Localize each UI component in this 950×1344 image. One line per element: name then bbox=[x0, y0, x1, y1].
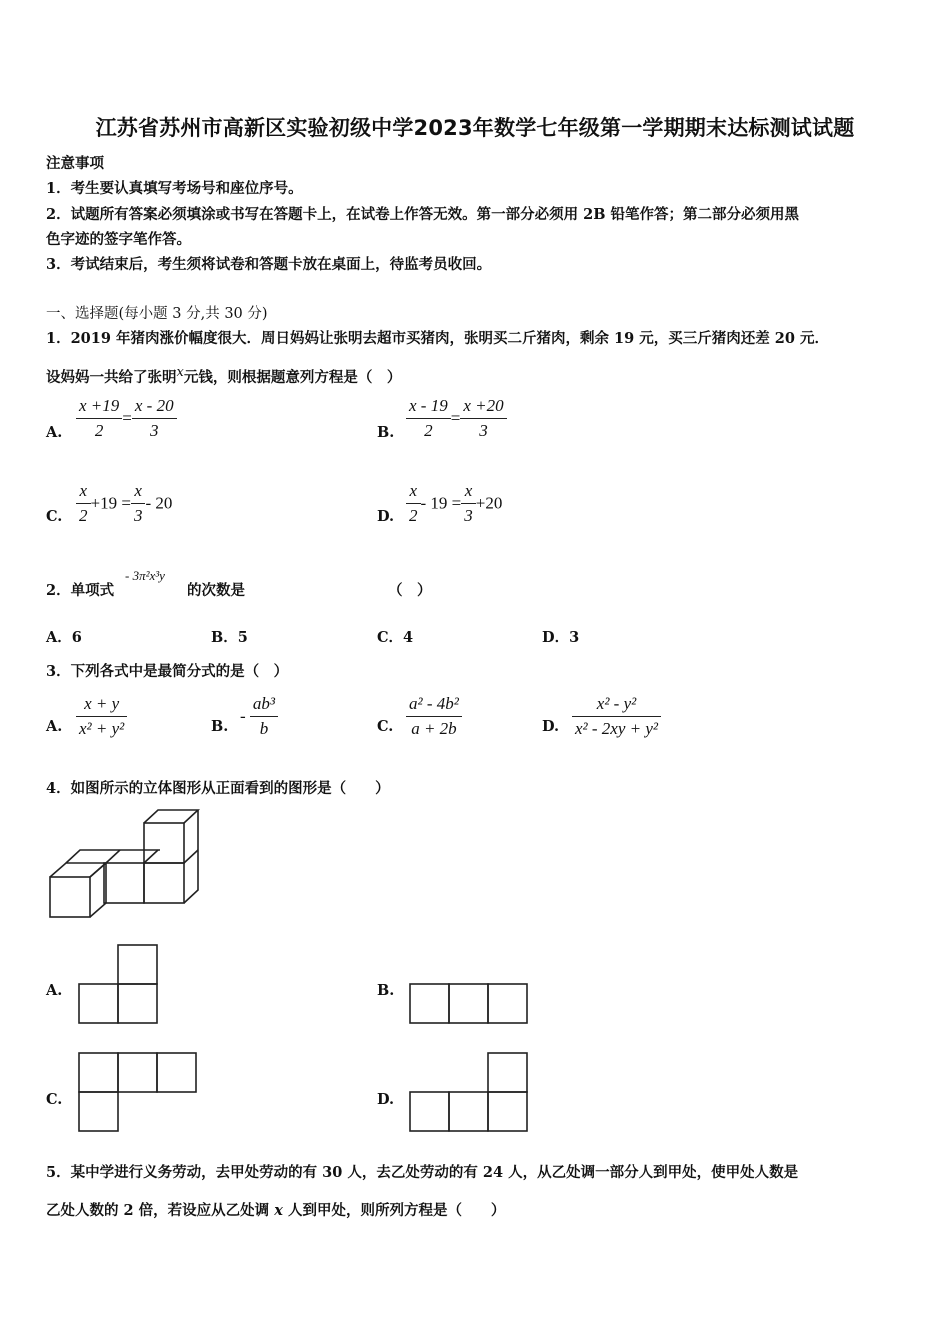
q2-suffix: 的次数是 bbox=[187, 582, 245, 599]
q3-option-c-fraction: $\frac{\text{a² - 4b²}}{a + 2b}$ bbox=[406, 694, 462, 739]
q3-option-c-label[interactable]: C. bbox=[377, 718, 394, 735]
q4-option-d-label[interactable]: D. bbox=[377, 1091, 395, 1108]
q3-option-a-fraction: $\frac{x + y}{\text{x² + y²}}$ bbox=[76, 694, 127, 739]
q2-expression: - 3π²x³y bbox=[125, 568, 165, 583]
q1-option-b-equation: $\frac{x - 19}{2}$ = $\frac{x +20}{3}$ bbox=[406, 396, 507, 441]
notice-item-1: 1．考生要认真填写考场号和座位序号。 bbox=[46, 180, 303, 197]
q2-option-a[interactable]: A．6 bbox=[46, 629, 82, 646]
q5-text-line2: 乙处人数的 2 倍，若设应从乙处调 x 人到甲处，则所列方程是（ ） bbox=[46, 1202, 506, 1219]
q1-option-a-equation: $\frac{x +19}{2}$ = $\frac{x - 20}{3}$ bbox=[76, 396, 177, 441]
q3-option-b-label[interactable]: B. bbox=[211, 718, 229, 735]
q5-text-line1: 5．某中学进行义务劳动，去甲处劳动的有 30 人，去乙处劳动的有 24 人，从乙处调一部分人到甲处，使甲处人数是 bbox=[46, 1164, 799, 1181]
notice-heading: 注意事项 bbox=[46, 155, 104, 172]
q4-option-a-figure bbox=[77, 943, 161, 1027]
q2-answer-paren: （ ） bbox=[388, 582, 432, 599]
q4-option-b-figure bbox=[408, 982, 532, 1028]
q1-option-c-label[interactable]: C. bbox=[46, 508, 63, 525]
q1-option-a-label[interactable]: A. bbox=[46, 424, 63, 441]
q3-option-b-fraction: - $\frac{\text{ab³}}{b}$ bbox=[240, 694, 278, 739]
notice-item-2: 2．试题所有答案必须填涂或书写在答题卡上，在试卷上作答无效。第一部分必须用 2B 铅笔作答；第二部分必须用黑 bbox=[46, 206, 800, 223]
q1-variable: x bbox=[176, 365, 184, 380]
q5-variable: x bbox=[274, 1202, 283, 1219]
q2-option-b[interactable]: B．5 bbox=[211, 629, 248, 646]
q4-option-c-label[interactable]: C. bbox=[46, 1091, 63, 1108]
q4-option-a-label[interactable]: A. bbox=[46, 982, 63, 999]
q3-option-d-label[interactable]: D. bbox=[542, 718, 560, 735]
q1-option-d-label[interactable]: D. bbox=[377, 508, 395, 525]
q1-text-line2: 设妈妈一共给了张明$^x$元钱，则根据题意列方程是（ ） bbox=[46, 365, 402, 386]
q4-text: 4．如图所示的立体图形从正面看到的图形是（ ） bbox=[46, 780, 390, 797]
q1-option-d-equation: $\frac{x}{2}$ - 19 = $\frac{x}{3}$ +20 bbox=[406, 481, 502, 526]
q2-prefix: 2．单项式 bbox=[46, 582, 115, 599]
page-title: 江苏省苏州市高新区实验初级中学2023年数学七年级第一学期期末达标测试试题 bbox=[95, 116, 855, 140]
q2-option-c[interactable]: C．4 bbox=[377, 629, 414, 646]
q1-option-b-label[interactable]: B. bbox=[377, 424, 395, 441]
q1-option-c-equation: $\frac{x}{2}$ +19 = $\frac{x}{3}$ - 20 bbox=[76, 481, 172, 526]
notice-item-3: 3．考试结束后，考生须将试卷和答题卡放在桌面上，待监考员收回。 bbox=[46, 256, 492, 273]
q4-solid-figure bbox=[40, 805, 210, 925]
q4-option-d-figure bbox=[408, 1051, 532, 1137]
q3-text: 3．下列各式中是最简分式的是（ ） bbox=[46, 663, 289, 680]
notice-item-2-cont: 色字迹的签字笔作答。 bbox=[46, 231, 191, 248]
q4-option-b-label[interactable]: B. bbox=[377, 982, 395, 999]
q3-option-d-fraction: $\frac{\text{x² - y²}}{\text{x² - 2xy + y²}}$ bbox=[572, 694, 661, 739]
section-heading: 一、选择题(每小题 3 分,共 30 分) bbox=[46, 306, 268, 322]
q3-option-a-label[interactable]: A. bbox=[46, 718, 63, 735]
q4-option-c-figure bbox=[77, 1051, 201, 1137]
q1-text-line1: 1．2019 年猪肉涨价幅度很大．周日妈妈让张明去超市买猪肉，张明买二斤猪肉，剩余 19 元，买三斤猪肉还差 20 元． bbox=[46, 330, 830, 347]
q2-option-d[interactable]: D．3 bbox=[542, 629, 580, 646]
